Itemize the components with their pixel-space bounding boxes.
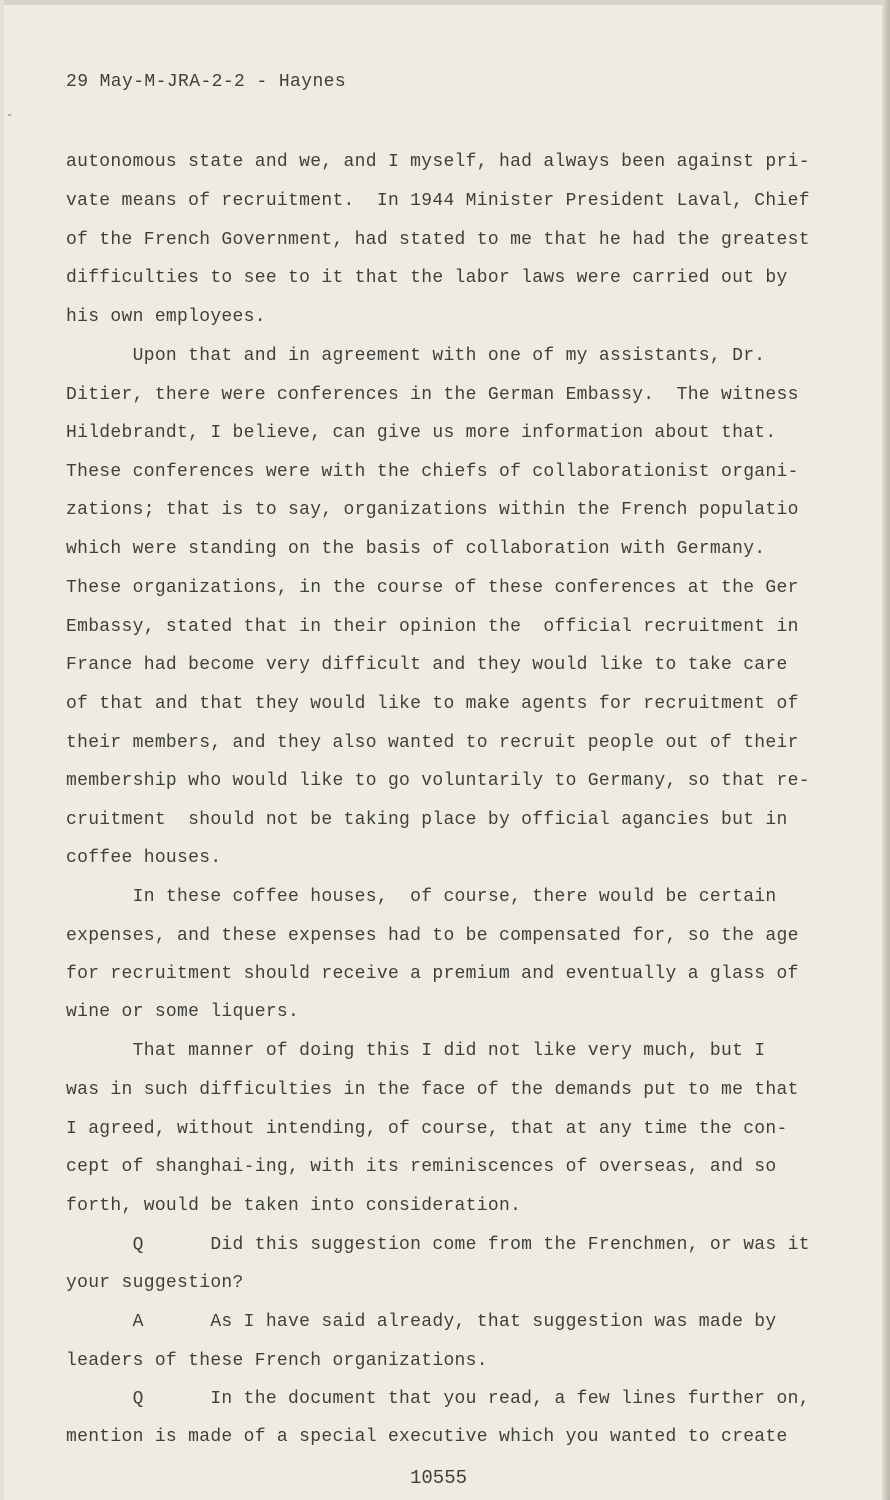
text-line: wine or some liquers.	[66, 1002, 300, 1022]
text-line: your suggestion?	[66, 1273, 244, 1293]
text-line: coffee houses.	[66, 848, 222, 868]
document-header: 29 May-M-JRA-2-2 - Haynes	[66, 72, 347, 92]
page-edge-right	[882, 0, 890, 1500]
text-line: Embassy, stated that in their opinion the official recruitment in	[66, 617, 799, 637]
text-line: his own employees.	[66, 307, 266, 327]
text-line: A As I have said already, that suggestion was made by	[66, 1312, 777, 1332]
text-line: of the French Government, had stated to me that he had the greatest	[66, 230, 810, 250]
text-line: mention is made of a special executive which you wanted to create	[66, 1427, 788, 1447]
text-line: for recruitment should receive a premium and eventually a glass of	[66, 964, 799, 984]
text-line: cept of shanghai-ing, with its reminiscences of overseas, and so	[66, 1157, 777, 1177]
text-line: These organizations, in the course of these conferences at the Ger	[66, 578, 799, 598]
text-line: of that and that they would like to make agents for recruitment of	[66, 694, 799, 714]
text-line: In these coffee houses, of course, there would be certain	[66, 887, 777, 907]
margin-tick-mark: -	[6, 108, 14, 122]
page-edge-left	[0, 0, 4, 1500]
text-line: which were standing on the basis of collaboration with Germany.	[66, 539, 766, 559]
text-line: Q Did this suggestion come from the Frenchmen, or was it	[66, 1235, 810, 1255]
text-line: France had become very difficult and they would like to take care	[66, 655, 788, 675]
text-line: cruitment should not be taking place by official agancies but in	[66, 810, 788, 830]
text-line: their members, and they also wanted to recruit people out of their	[66, 733, 799, 753]
text-line: Hildebrandt, I believe, can give us more information about that.	[66, 423, 777, 443]
text-line: Q In the document that you read, a few lines further on,	[66, 1389, 810, 1409]
text-line: difficulties to see to it that the labor laws were carried out by	[66, 268, 788, 288]
page-number: 10555	[410, 1467, 468, 1489]
page-edge-top	[0, 0, 890, 5]
text-line: leaders of these French organizations.	[66, 1351, 488, 1371]
text-line: Ditier, there were conferences in the German Embassy. The witness	[66, 385, 799, 405]
text-line: zations; that is to say, organizations within the French populatio	[66, 500, 799, 520]
text-line: autonomous state and we, and I myself, had always been against pri-	[66, 152, 810, 172]
text-line: I agreed, without intending, of course, that at any time the con-	[66, 1119, 788, 1139]
text-line: Upon that and in agreement with one of my assistants, Dr.	[66, 346, 766, 366]
text-line: membership who would like to go voluntarily to Germany, so that re-	[66, 771, 810, 791]
text-line: expenses, and these expenses had to be compensated for, so the age	[66, 926, 799, 946]
text-line: forth, would be taken into consideration.	[66, 1196, 522, 1216]
text-line: was in such difficulties in the face of the demands put to me that	[66, 1080, 799, 1100]
text-line: These conferences were with the chiefs of collaborationist organi-	[66, 462, 799, 482]
text-line: That manner of doing this I did not like very much, but I	[66, 1041, 766, 1061]
text-line: vate means of recruitment. In 1944 Minister President Laval, Chief	[66, 191, 810, 211]
